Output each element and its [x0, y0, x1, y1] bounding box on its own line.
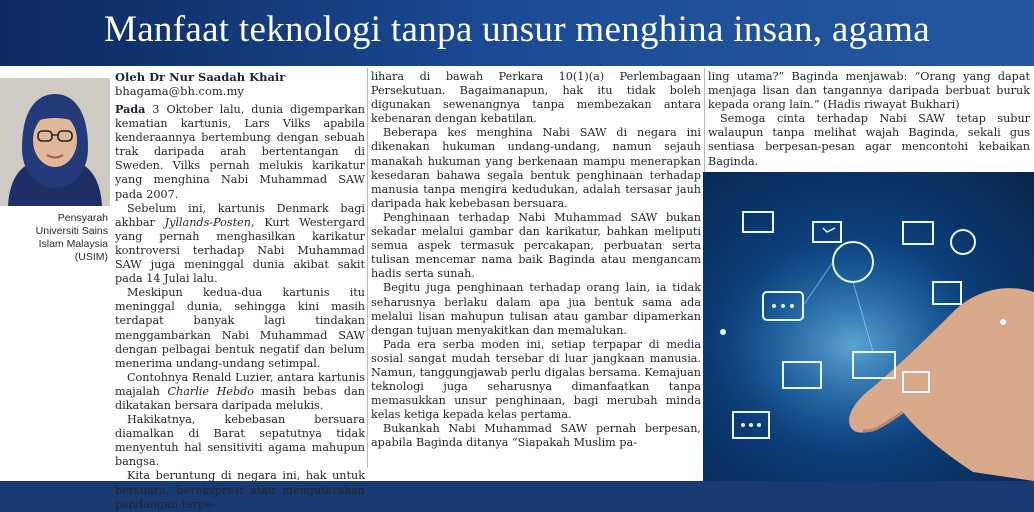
author-portrait-image [0, 78, 110, 206]
author-caption-line: Pensyarah [57, 212, 108, 224]
paragraph: Kita beruntung di negara ini, hak untuk bersuara, berekspresi atau mengutarakan pandangan terpe- [115, 469, 365, 511]
headline: Manfaat teknologi tanpa unsur menghina insan, agama [104, 9, 930, 50]
paragraph-text: masih bebas dan dikatakan bersara daripada melukis. [115, 384, 365, 412]
author-caption [4, 212, 108, 264]
paragraph: Begitu juga penghinaan terhadap orang lain, ia tidak seharusnya berlaku dalam apa jua bentuk sama ada melalui lisan mahupun tulisan atau gambar dipamerkan dengan tujuan menyakitkan dan memalukan. [371, 281, 701, 337]
column-divider [367, 68, 368, 468]
paragraph-text: , Kurt Westergard yang pernah menghasilkan karikatur kontroversi terhadap Nabi Muhammad SAW juga meninggal dunia akibat sakit pada 14 Julai lalu. [115, 215, 365, 286]
publication-name: Jyllands-Posten [164, 215, 251, 229]
article-column-1 [115, 70, 365, 512]
paragraph [115, 202, 365, 287]
paragraph: Beberapa kes menghina Nabi SAW di negara ini dikenakan hukuman undang-undang, namun sejauh manakah hukuman yang berkenaan mampu menerapkan kesedaran bahawa segala bentuk penghinaan terhadap manusia tanpa mengira kedudukan, adalah tersasar jauh daripada hak kebebasan bersuara. [371, 126, 701, 210]
paragraph: lihara di bawah Perkara 10(1)(a) Perlembagaan Persekutuan. Bagaimanapun, hak itu tidak boleh digunakan sewenangnya tanpa membezakan antara kebenaran dengan kebatilan. [371, 70, 701, 126]
paragraph: Bukankah Nabi Muhammad SAW pernah berpesan, apabila Baginda ditanya “Siapakah Muslim pa- [371, 422, 701, 450]
paragraph-text: 3 Oktober lalu, dunia digemparkan kematian kartunis, Lars Vilks apabila kenderaannya bertembung dengan sebuah trak daripada arah bertentangan di Sweden. Vilks pernah melukis karikatur yang menghina Nabi Muhammad SAW pada 2007. [115, 103, 365, 201]
hand-touching-icons-image [703, 172, 1034, 481]
paragraph [115, 102, 365, 202]
video-icon [743, 212, 773, 232]
paragraph [115, 371, 365, 413]
article-column-2 [371, 70, 701, 451]
technology-illustration [703, 172, 1034, 481]
mail-icon [903, 222, 933, 244]
author-caption-line: Islam Malaysia [38, 238, 108, 250]
lead-word: Pada [115, 102, 146, 116]
paragraph-text: Sebelum ini, kartunis Denmark bagi akhbar [115, 201, 365, 229]
paragraph: Semoga cinta terhadap Nabi SAW tetap subur walaupun tanpa melihat wajah Baginda, sekali gus sentiasa berpesan-pesan agar mencontohi kebaikan Baginda. [708, 112, 1030, 168]
article-column-3 [708, 70, 1030, 169]
paragraph: Pada era serba moden ini, setiap terpapar di media sosial sangat mudah tersebar di luar jangkaan manusia. Namun, tanggungjawab perlu digalas bersama. Kemajuan teknologi juga seharusnya dimanfaatkan tanpa memasukkan unsur penghinaan, bagi merubah minda kelas ketiga kepada kelas pertama. [371, 337, 701, 422]
publication-name: Charlie Hebdo [167, 384, 255, 398]
author-byline: Oleh Dr Nur Saadah Khair [115, 70, 286, 84]
paragraph: Penghinaan terhadap Nabi Muhammad SAW bukan sekadar melalui gambar dan karikatur, bahkan meliputi semua aspek termasuk percakapan, perbuatan serta tulisan mencemar nama baik Baginda atau mengancam hadis serta sunah. [371, 210, 701, 281]
paragraph: Meskipun kedua-dua kartunis itu meninggal dunia, sehingga kini masih terdapat banyak lagi tindakan menggambarkan Nabi Muhammad SAW dengan pelbagai bentuk negatif dan belum menerima undang-undang setimpal. [115, 286, 365, 370]
column-divider [704, 68, 705, 172]
author-email: bhagama@bh.com.my [115, 84, 244, 98]
settings-icon [951, 230, 975, 254]
paragraph: Hakikatnya, kebebasan bersuara diamalkan di Barat sepatutnya tidak menyentuh hal sensitiviti agama mahupun bangsa. [115, 413, 365, 469]
author-caption-line: Universiti Sains [35, 225, 108, 237]
author-portrait [0, 78, 110, 206]
author-caption-line: (USIM) [74, 251, 108, 263]
paragraph: ling utama?” Baginda menjawab: “Orang yang dapat menjaga lisan dan tangannya daripada berbuat buruk kepada orang lain.” (Hadis riwayat Bukhari) [708, 70, 1030, 112]
paragraph-text: Contohnya Renald Luzier, antara kartunis majalah [115, 370, 365, 398]
